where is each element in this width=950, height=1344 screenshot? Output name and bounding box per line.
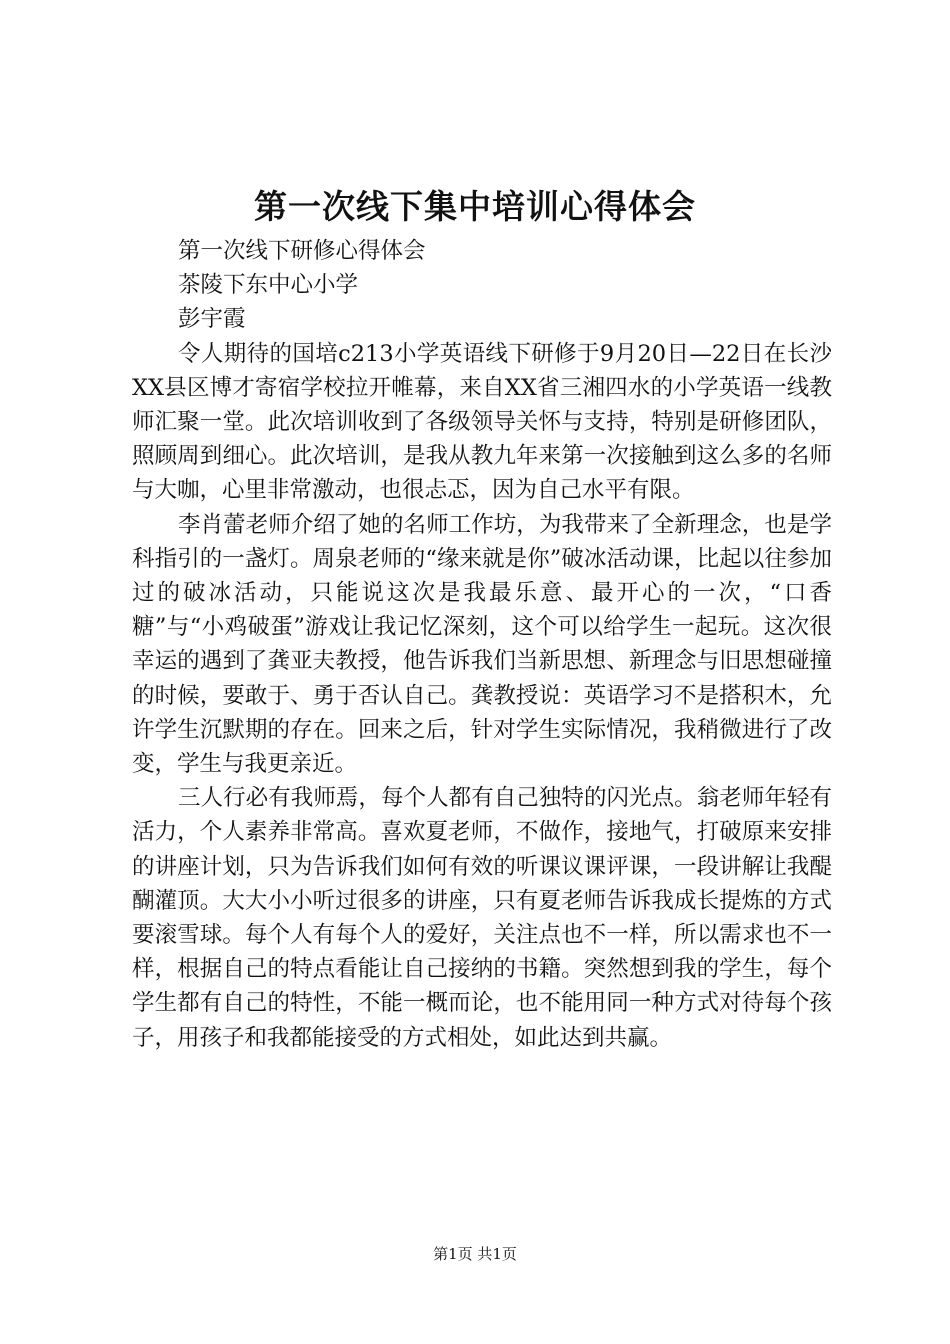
document-body	[132, 234, 832, 1055]
page-footer: 第1页 共1页	[433, 1245, 517, 1263]
document-title: 第一次线下集中培训心得体会	[254, 187, 696, 226]
paragraph-3: 三人行必有我师焉，每个人都有自己独特的闪光点。翁老师年轻有活力，个人素养非常高。喜欢夏老师，不做作，接地气，打破原来安排的讲座计划，只为告诉我们如何有效的听课议课评课，一段讲解让我醍醐灌顶。大大小小听过很多的讲座，只有夏老师告诉我成长提炼的方式要滚雪球。每个人有每个人的爱好，关注点也不一样，所以需求也不一样，根据自己的特点看能让自己接纳的书籍。突然想到我的学生，每个学生都有自己的特性，不能一概而论，也不能用同一种方式对待每个孩子，用孩子和我都能接受的方式相处，如此达到共赢。	[132, 785, 832, 1051]
paragraph-2: 李肖蕾老师介绍了她的名师工作坊，为我带来了全新理念，也是学科指引的一盏灯。周泉老师的“缘来就是你”破冰活动课，比起以往参加过的破冰活动，只能说这次是我最乐意、最开心的一次，“口香糖”与“小鸡破蛋”游戏让我记忆深刻，这个可以给学生一起玩。这次很幸运的遇到了龚亚夫教授，他告诉我们当新思想、新理念与旧思想碰撞的时候，要敢于、勇于否认自己。龚教授说：英语学习不是搭积木，允许学生沉默期的存在。回来之后，针对学生实际情况，我稍微进行了改变，学生与我更亲近。	[132, 511, 832, 778]
subtitle-line: 第一次线下研修心得体会	[178, 238, 426, 264]
school-line: 茶陵下东中心小学	[178, 272, 359, 299]
paragraph-1: 令人期待的国培c213小学英语线下研修于9月20日—22日在长沙XX县区博才寄宿学校拉开帷幕，来自XX省三湘四水的小学英语一线教师汇聚一堂。此次培训收到了各级领导关怀与支持，特别是研修团队，照顾周到细心。此次培训，是我从教九年来第一次接触到这么多的名师与大咖，心里非常激动，也很忐忑，因为自己水平有限。	[132, 340, 832, 504]
author-line: 彭宇霞	[178, 306, 246, 333]
